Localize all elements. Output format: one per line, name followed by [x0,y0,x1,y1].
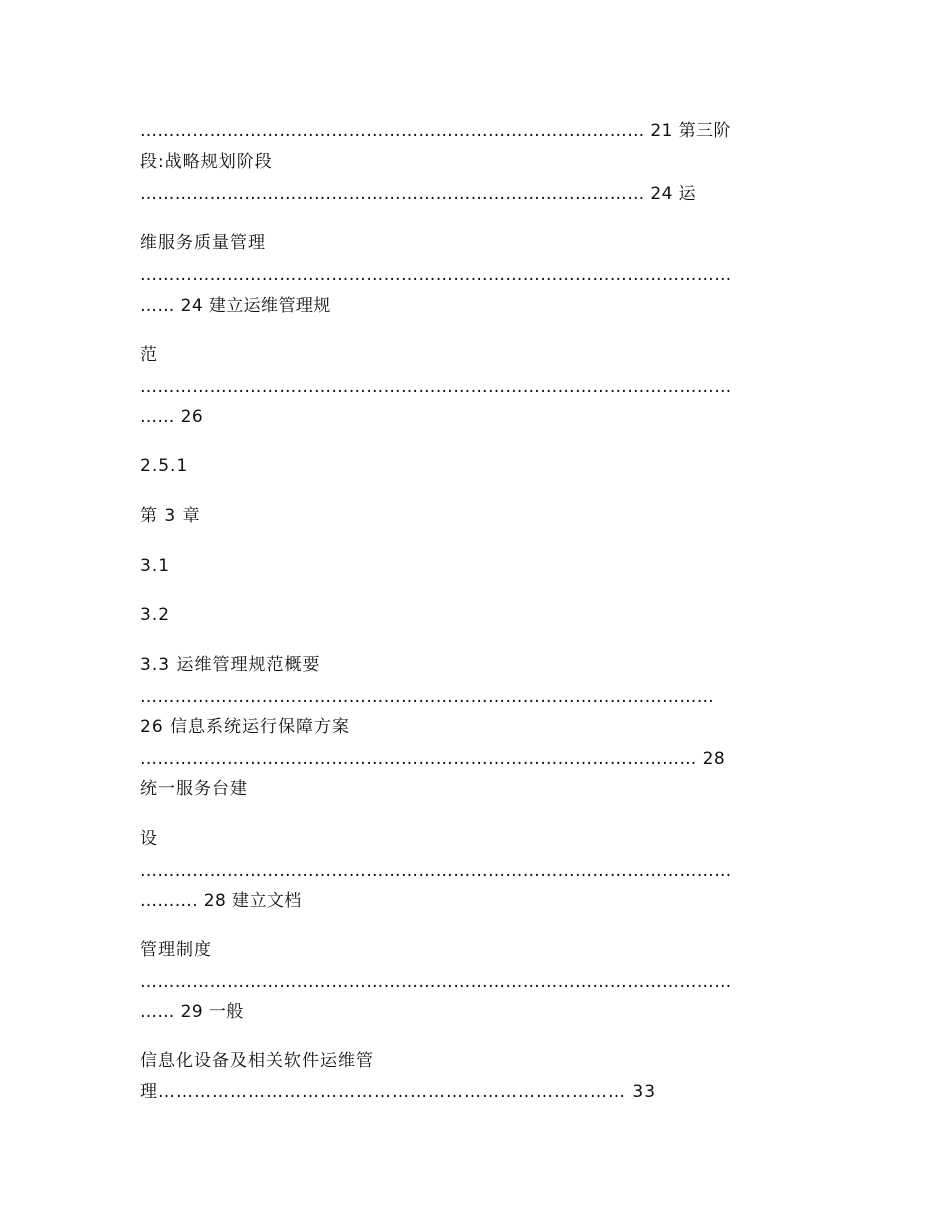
toc-dots-row-4: ………………………………………………………………………………………… [140,861,732,881]
toc-line-3-1: 3.1 [140,556,171,576]
toc-line-24-standards: …… 24 建立运维管理规 [140,296,331,316]
toc-line-she: 设 [140,829,158,849]
toc-line-it-equipment: 信息化设备及相关软件运维管 [140,1051,374,1071]
toc-line-28-documents: ………. 28 建立文档 [140,891,302,911]
toc-line-24: …………………………………………………………………………… 24 运 [140,184,697,204]
toc-dots-row-1: ………………………………………………………………………………………… [140,265,732,285]
toc-dots-row-5: ………………………………………………………………………………………… [140,972,732,992]
toc-dots-row-2: ………………………………………………………………………………………… [140,377,732,397]
toc-line-management-system: 管理制度 [140,940,212,960]
toc-line-28: …………………………………………………………………………………… 28 [140,749,726,769]
toc-line-chapter-3: 第 3 章 [140,506,201,526]
toc-line-fan: 范 [140,345,158,365]
toc-line-33: 理…………………………………………………………………… 33 [140,1082,657,1102]
toc-line-21: …………………………………………………………………………… 21 第三阶 [140,121,731,141]
toc-line-service-quality: 维服务质量管理 [140,233,266,253]
toc-line-2-5-1: 2.5.1 [140,456,189,476]
toc-line-26-guarantee: 26 信息系统运行保障方案 [140,717,351,737]
toc-line-29-general: …… 29 一般 [140,1002,244,1022]
toc-line-3-2: 3.2 [140,605,171,625]
toc-line-26: …… 26 [140,407,204,427]
toc-line-strategy-phase: 段:战略规划阶段 [140,152,273,172]
toc-line-3-3: 3.3 运维管理规范概要 [140,655,321,675]
toc-line-service-desk: 统一服务台建 [140,779,248,799]
toc-dots-row-3: ……………………………………………………………………………………… [140,687,715,707]
